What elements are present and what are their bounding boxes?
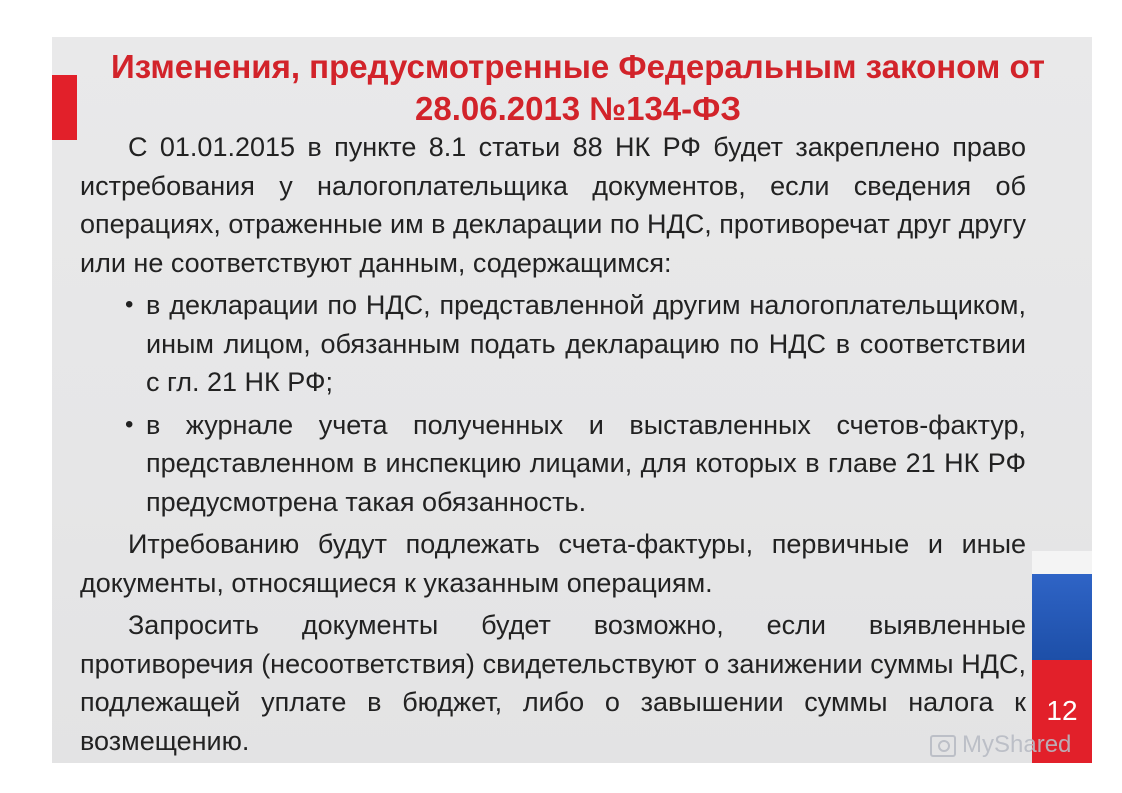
bullet-text: в декларации по НДС, представленной другим налогоплательщиком, иным лицом, обязанным подать декларацию по НДС в соответствии с гл. 21 НК РФ; [146,290,1026,397]
page-number: 12 [1046,695,1078,726]
paragraph-request: Запросить документы будет возможно, если выявленные противоречия (несоответствия) свидетельствуют о занижении суммы НДС, подлежащей уплате в бюджет, либо о завышении суммы налога к возмещению. [80,610,1026,756]
camera-icon [930,735,956,757]
bullet-list [80,286,1026,521]
paragraph-documents: Итребованию будут подлежать счета-фактуры, первичные и иные документы, относящиеся к указанным операциям. [80,529,1026,598]
bullet-item [80,406,1026,522]
bullet-icon: • [125,410,134,438]
flag-blue-stripe [1032,574,1092,660]
red-accent-bar [52,75,77,140]
watermark-text: MyShared [962,731,1072,758]
bullet-text: в журнале учета полученных и выставленных счетов-фактур, представленном в инспекцию лицами, для которых в главе 21 НК РФ предусмотрена такая обязанность. [146,409,1026,517]
slide-body [80,128,1026,760]
bullet-icon: • [125,291,134,318]
bullet-item [80,286,1026,402]
slide-title: Изменения, предусмотренные Федеральным законом от 28.06.2013 №134-ФЗ [111,48,1045,127]
paragraph-intro: С 01.01.2015 в пункте 8.1 статьи 88 НК РФ будет закреплено право истребования у налогоплательщика документов, если сведения об операциях, отраженные им в декларации по НДС, противоречат друг другу или не соответствуют данным, содержащимся: [80,132,1026,278]
flag-white-stripe [1032,551,1092,574]
watermark [930,727,1090,763]
